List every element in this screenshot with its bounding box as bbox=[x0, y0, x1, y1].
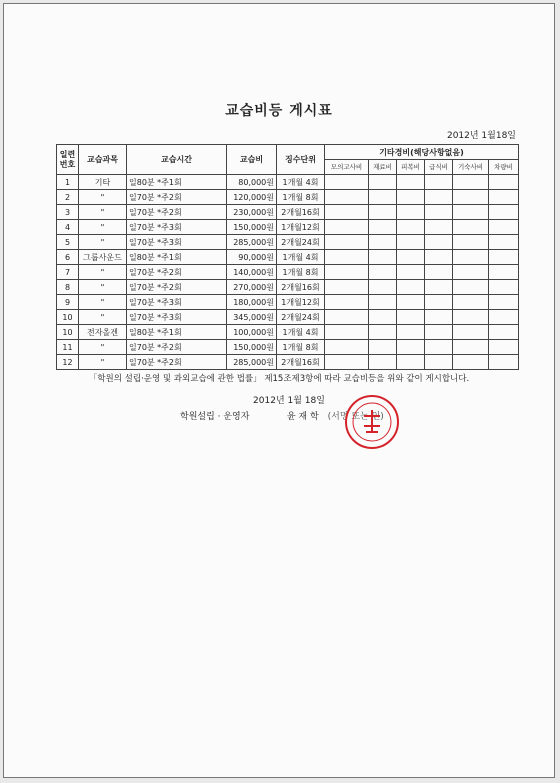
row-subject: " bbox=[79, 235, 127, 250]
row-time: 일70분 *주3회 bbox=[127, 220, 227, 235]
legal-notice: 「학원의 설립·운영 및 과외교습에 관한 법률」 제15조제3항에 따라 교습비등을 위와 같이 게시합니다. bbox=[88, 374, 470, 384]
row-subject: 전자올겐 bbox=[79, 325, 127, 340]
row-other-expense-cell bbox=[325, 190, 369, 205]
row-number: 2 bbox=[57, 190, 79, 205]
table-row bbox=[57, 340, 519, 355]
seal-glyph bbox=[364, 410, 380, 432]
row-other-expense-cell bbox=[425, 355, 453, 370]
row-other-expense-cell bbox=[325, 280, 369, 295]
table-row bbox=[57, 250, 519, 265]
row-other-expense-cell bbox=[325, 310, 369, 325]
row-fee: 285,000원 bbox=[227, 235, 277, 250]
document-date-top: 2012년 1월18일 bbox=[446, 131, 516, 141]
row-unit: 2개월24회 bbox=[277, 235, 325, 250]
row-other-expense-cell bbox=[489, 355, 519, 370]
row-other-expense-cell bbox=[453, 325, 489, 340]
table-header-row bbox=[57, 145, 519, 160]
row-other-expense-cell bbox=[425, 175, 453, 190]
row-fee: 230,000원 bbox=[227, 205, 277, 220]
row-other-expense-cell bbox=[397, 220, 425, 235]
row-other-expense-cell bbox=[489, 250, 519, 265]
row-number: 6 bbox=[57, 250, 79, 265]
header-other-expenses: 기타경비(해당사항없음) bbox=[325, 145, 519, 160]
header-unit: 징수단위 bbox=[277, 145, 325, 175]
row-unit: 2개월24회 bbox=[277, 310, 325, 325]
row-fee: 285,000원 bbox=[227, 355, 277, 370]
official-seal-stamp bbox=[342, 392, 402, 452]
row-other-expense-cell bbox=[425, 265, 453, 280]
row-other-expense-cell bbox=[397, 340, 425, 355]
row-unit: 2개월16회 bbox=[277, 355, 325, 370]
header-subject: 교습과목 bbox=[79, 145, 127, 175]
row-subject: " bbox=[79, 280, 127, 295]
row-other-expense-cell bbox=[425, 235, 453, 250]
row-other-expense-cell bbox=[453, 310, 489, 325]
row-fee: 270,000원 bbox=[227, 280, 277, 295]
signature-line bbox=[180, 409, 480, 422]
row-other-expense-cell bbox=[425, 280, 453, 295]
row-unit: 1개월 4회 bbox=[277, 325, 325, 340]
fee-table-body bbox=[57, 175, 519, 370]
row-other-expense-cell bbox=[369, 220, 397, 235]
row-other-expense-cell bbox=[397, 295, 425, 310]
row-other-expense-cell bbox=[425, 220, 453, 235]
signer-label: 학원설립 · 운영자 bbox=[180, 412, 250, 422]
row-number: 9 bbox=[57, 295, 79, 310]
document-page bbox=[3, 3, 555, 778]
row-other-expense-cell bbox=[489, 175, 519, 190]
row-other-expense-cell bbox=[489, 325, 519, 340]
row-number: 7 bbox=[57, 265, 79, 280]
row-other-expense-cell bbox=[489, 190, 519, 205]
header-no-line2: 번호 bbox=[59, 159, 76, 169]
row-fee: 90,000원 bbox=[227, 250, 277, 265]
row-unit: 1개월 4회 bbox=[277, 175, 325, 190]
row-other-expense-cell bbox=[425, 325, 453, 340]
row-unit: 1개월 4회 bbox=[277, 250, 325, 265]
row-number: 1 bbox=[57, 175, 79, 190]
row-other-expense-cell bbox=[369, 295, 397, 310]
row-other-expense-cell bbox=[397, 205, 425, 220]
row-time: 일70분 *주2회 bbox=[127, 190, 227, 205]
row-unit: 2개월16회 bbox=[277, 205, 325, 220]
row-other-expense-cell bbox=[453, 340, 489, 355]
row-other-expense-cell bbox=[397, 175, 425, 190]
row-other-expense-cell bbox=[397, 355, 425, 370]
row-other-expense-cell bbox=[425, 250, 453, 265]
row-unit: 1개월 8회 bbox=[277, 265, 325, 280]
row-unit: 1개월12회 bbox=[277, 295, 325, 310]
row-number: 12 bbox=[57, 355, 79, 370]
row-other-expense-cell bbox=[369, 280, 397, 295]
row-other-expense-cell bbox=[369, 190, 397, 205]
header-fee: 교습비 bbox=[227, 145, 277, 175]
row-unit: 1개월 8회 bbox=[277, 190, 325, 205]
subheader-mock-exam: 모의고사비 bbox=[325, 160, 369, 175]
header-time: 교습시간 bbox=[127, 145, 227, 175]
row-time: 일70분 *주2회 bbox=[127, 340, 227, 355]
row-other-expense-cell bbox=[397, 280, 425, 295]
row-other-expense-cell bbox=[453, 175, 489, 190]
row-other-expense-cell bbox=[489, 235, 519, 250]
row-subject: " bbox=[79, 310, 127, 325]
row-other-expense-cell bbox=[325, 355, 369, 370]
document-title: 교습비등 게시표 bbox=[225, 103, 333, 119]
row-number: 3 bbox=[57, 205, 79, 220]
row-other-expense-cell bbox=[489, 265, 519, 280]
row-other-expense-cell bbox=[453, 235, 489, 250]
row-other-expense-cell bbox=[397, 250, 425, 265]
row-time: 일80분 *주1회 bbox=[127, 250, 227, 265]
table-row bbox=[57, 235, 519, 250]
row-other-expense-cell bbox=[325, 205, 369, 220]
row-subject: " bbox=[79, 340, 127, 355]
row-other-expense-cell bbox=[325, 325, 369, 340]
row-other-expense-cell bbox=[369, 310, 397, 325]
row-fee: 345,000원 bbox=[227, 310, 277, 325]
row-subject: " bbox=[79, 295, 127, 310]
row-other-expense-cell bbox=[425, 190, 453, 205]
row-number: 11 bbox=[57, 340, 79, 355]
row-time: 일70분 *주3회 bbox=[127, 310, 227, 325]
row-other-expense-cell bbox=[325, 220, 369, 235]
row-other-expense-cell bbox=[453, 265, 489, 280]
header-no-line1: 일련 bbox=[59, 149, 76, 159]
row-time: 일70분 *주2회 bbox=[127, 355, 227, 370]
row-other-expense-cell bbox=[369, 355, 397, 370]
row-time: 일70분 *주3회 bbox=[127, 235, 227, 250]
row-other-expense-cell bbox=[489, 310, 519, 325]
row-other-expense-cell bbox=[453, 280, 489, 295]
row-subject: " bbox=[79, 220, 127, 235]
fee-table bbox=[56, 144, 519, 370]
subheader-materials: 재료비 bbox=[369, 160, 397, 175]
row-unit: 1개월 8회 bbox=[277, 340, 325, 355]
row-fee: 120,000원 bbox=[227, 190, 277, 205]
header-no bbox=[57, 145, 79, 175]
row-other-expense-cell bbox=[397, 310, 425, 325]
row-subject: 기타 bbox=[79, 175, 127, 190]
table-row bbox=[57, 325, 519, 340]
row-number: 4 bbox=[57, 220, 79, 235]
table-row bbox=[57, 175, 519, 190]
row-other-expense-cell bbox=[453, 190, 489, 205]
row-time: 일80분 *주1회 bbox=[127, 325, 227, 340]
table-row bbox=[57, 190, 519, 205]
row-subject: " bbox=[79, 355, 127, 370]
row-time: 일70분 *주2회 bbox=[127, 265, 227, 280]
row-time: 일70분 *주3회 bbox=[127, 295, 227, 310]
row-other-expense-cell bbox=[325, 340, 369, 355]
row-other-expense-cell bbox=[369, 235, 397, 250]
row-other-expense-cell bbox=[369, 205, 397, 220]
row-other-expense-cell bbox=[489, 295, 519, 310]
row-other-expense-cell bbox=[397, 190, 425, 205]
table-row bbox=[57, 265, 519, 280]
signer-name: 윤 재 학 bbox=[286, 412, 319, 422]
row-number: 8 bbox=[57, 280, 79, 295]
row-other-expense-cell bbox=[397, 265, 425, 280]
row-other-expense-cell bbox=[369, 175, 397, 190]
row-fee: 150,000원 bbox=[227, 220, 277, 235]
row-other-expense-cell bbox=[397, 325, 425, 340]
row-fee: 80,000원 bbox=[227, 175, 277, 190]
document-date-bottom: 2012년 1월 18일 bbox=[253, 396, 325, 406]
table-row bbox=[57, 310, 519, 325]
row-fee: 150,000원 bbox=[227, 340, 277, 355]
row-time: 일70분 *주2회 bbox=[127, 280, 227, 295]
row-other-expense-cell bbox=[325, 250, 369, 265]
row-other-expense-cell bbox=[425, 310, 453, 325]
row-other-expense-cell bbox=[369, 250, 397, 265]
row-other-expense-cell bbox=[325, 295, 369, 310]
row-number: 10 bbox=[57, 310, 79, 325]
row-subject: " bbox=[79, 265, 127, 280]
row-other-expense-cell bbox=[325, 175, 369, 190]
subheader-meals: 급식비 bbox=[425, 160, 453, 175]
row-subject: 그룹사운드 bbox=[79, 250, 127, 265]
row-other-expense-cell bbox=[489, 340, 519, 355]
row-unit: 1개월12회 bbox=[277, 220, 325, 235]
row-other-expense-cell bbox=[489, 205, 519, 220]
subheader-vehicle: 차량비 bbox=[489, 160, 519, 175]
row-other-expense-cell bbox=[453, 220, 489, 235]
row-number: 5 bbox=[57, 235, 79, 250]
row-other-expense-cell bbox=[325, 235, 369, 250]
sign-note: (서명 또는 인) bbox=[327, 412, 384, 422]
table-row bbox=[57, 205, 519, 220]
row-time: 일80분 *주1회 bbox=[127, 175, 227, 190]
row-other-expense-cell bbox=[453, 355, 489, 370]
subheader-clothing: 피복비 bbox=[397, 160, 425, 175]
subheader-dormitory: 기숙사비 bbox=[453, 160, 489, 175]
row-other-expense-cell bbox=[425, 295, 453, 310]
row-number: 10 bbox=[57, 325, 79, 340]
row-other-expense-cell bbox=[325, 265, 369, 280]
table-row bbox=[57, 220, 519, 235]
row-other-expense-cell bbox=[425, 340, 453, 355]
row-other-expense-cell bbox=[489, 220, 519, 235]
row-other-expense-cell bbox=[453, 250, 489, 265]
row-subject: " bbox=[79, 205, 127, 220]
row-fee: 180,000원 bbox=[227, 295, 277, 310]
row-other-expense-cell bbox=[369, 265, 397, 280]
row-time: 일70분 *주2회 bbox=[127, 205, 227, 220]
row-other-expense-cell bbox=[369, 340, 397, 355]
row-other-expense-cell bbox=[425, 205, 453, 220]
table-row bbox=[57, 295, 519, 310]
row-subject: " bbox=[79, 190, 127, 205]
row-fee: 140,000원 bbox=[227, 265, 277, 280]
row-other-expense-cell bbox=[369, 325, 397, 340]
row-unit: 2개월16회 bbox=[277, 280, 325, 295]
row-fee: 100,000원 bbox=[227, 325, 277, 340]
row-other-expense-cell bbox=[453, 205, 489, 220]
table-row bbox=[57, 280, 519, 295]
row-other-expense-cell bbox=[453, 295, 489, 310]
row-other-expense-cell bbox=[489, 280, 519, 295]
table-row bbox=[57, 355, 519, 370]
row-other-expense-cell bbox=[397, 235, 425, 250]
